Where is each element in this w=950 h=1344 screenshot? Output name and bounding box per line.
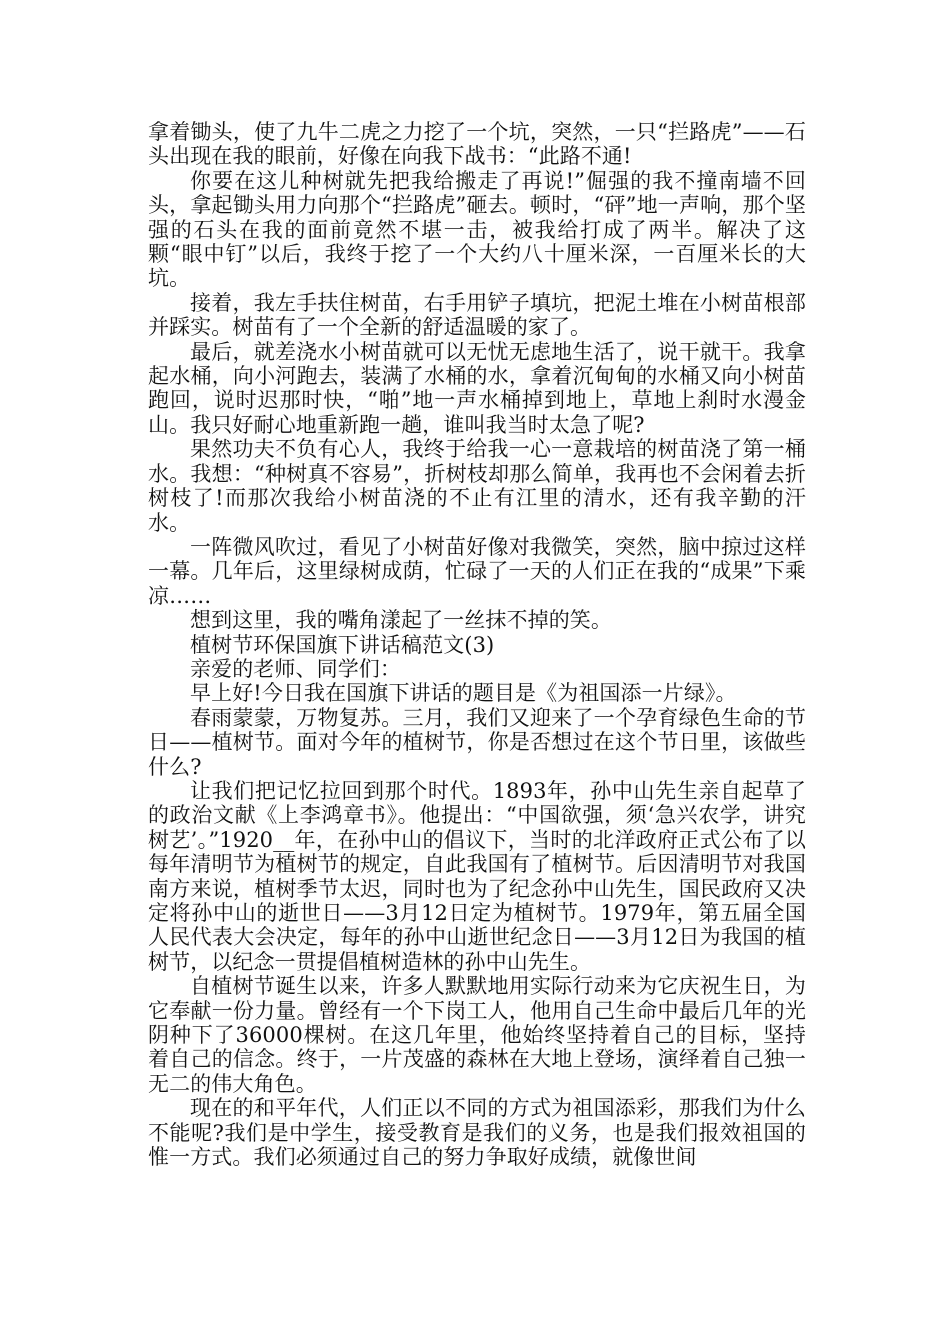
paragraph: 想到这里，我的嘴角漾起了一丝抹不掉的笑。	[190, 608, 612, 633]
paragraph: 早上好!今日我在国旗下讲话的题目是《为祖国添一片绿》。	[190, 681, 737, 706]
paragraph: 你要在这儿种树就先把我给搬走了再说!”倔强的我不撞南墙不回头，拿起锄头用力向那个“拦路虎”砸去。顿时，“砰”地一声响，那个坚强的石头在我的面前竟然不堪一击，被我给打成了两半。解决了这颗“眼中钉”以后，我终于挖了一个大约八十厘米深，一百厘米长的大坑。	[148, 168, 806, 291]
paragraph: 现在的和平年代，人们正以不同的方式为祖国添彩，那我们为什么不能呢?我们是中学生，接受教育是我们的义务，也是我们报效祖国的惟一方式。我们必须通过自己的努力争取好成绩，就像世间	[148, 1096, 806, 1170]
document-body	[148, 120, 806, 1169]
section-title: 植树节环保国旗下讲话稿范文(3)	[190, 632, 495, 657]
paragraph: 让我们把记忆拉回到那个时代。1893年，孙中山先生亲自起草了的政治文献《上李鸿章书》。他提出：“中国欲强，须‘急兴农学，讲究树艺’。”1920__年，在孙中山的倡议下，当时的北洋政府正式公布了以每年清明节为植树节的规定，自此我国有了植树节。后因清明节对我国南方来说，植树季节太迟，同时也为了纪念孙中山先生，国民政府又决定将孙中山的逝世日——3月12日定为植树节。1979年，第五届全国人民代表大会决定，每年的孙中山逝世纪念日——3月12日为我国的植树节，以纪念一贯提倡植树造林的孙中山先生。	[148, 778, 806, 974]
paragraph: 自植树节诞生以来，许多人默默地用实际行动来为它庆祝生日，为它奉献一份力量。曾经有一个下岗工人，他用自己生命中最后几年的光阴种下了36000棵树。在这几年里，他始终坚持着自己的目标，坚持着自己的信念。终于，一片茂盛的森林在大地上登场，演绎着自己独一无二的伟大角色。	[148, 974, 806, 1096]
paragraph: 最后，就差浇水小树苗就可以无忧无虑地生活了，说干就干。我拿起水桶，向小河跑去，装满了水桶的水，拿着沉甸甸的水桶又向小树苗跑回，说时迟那时快，“啪”地一声水桶掉到地上，草地上刹时水漫金山。我只好耐心地重新跑一趟，谁叫我当时太急了呢?	[148, 339, 806, 437]
paragraph: 春雨蒙蒙，万物复苏。三月，我们又迎来了一个孕育绿色生命的节日——植树节。面对今年的植树节，你是否想过在这个节日里，该做些什么?	[148, 705, 806, 779]
paragraph: 拿着锄头，使了九牛二虎之力挖了一个坑，突然，一只“拦路虎”——石头出现在我的眼前，好像在向我下战书：“此路不通!	[148, 120, 806, 169]
paragraph: 果然功夫不负有心人，我终于给我一心一意栽培的树苗浇了第一桶水。我想：“种树真不容易”，折树枝却那么简单，我再也不会闲着去折树枝了!而那次我给小树苗浇的不止有江里的清水，还有我辛勤的汗水。	[148, 437, 806, 535]
paragraph: 接着，我左手扶住树苗，右手用铲子填坑，把泥土堆在小树苗根部并踩实。树苗有了一个全新的舒适温暖的家了。	[148, 290, 806, 340]
paragraph: 一阵微风吹过，看见了小树苗好像对我微笑，突然，脑中掠过这样一幕。几年后，这里绿树成荫，忙碌了一天的人们正在我的“成果”下乘凉……	[148, 534, 806, 608]
salutation: 亲爱的老师、同学们：	[190, 656, 401, 681]
